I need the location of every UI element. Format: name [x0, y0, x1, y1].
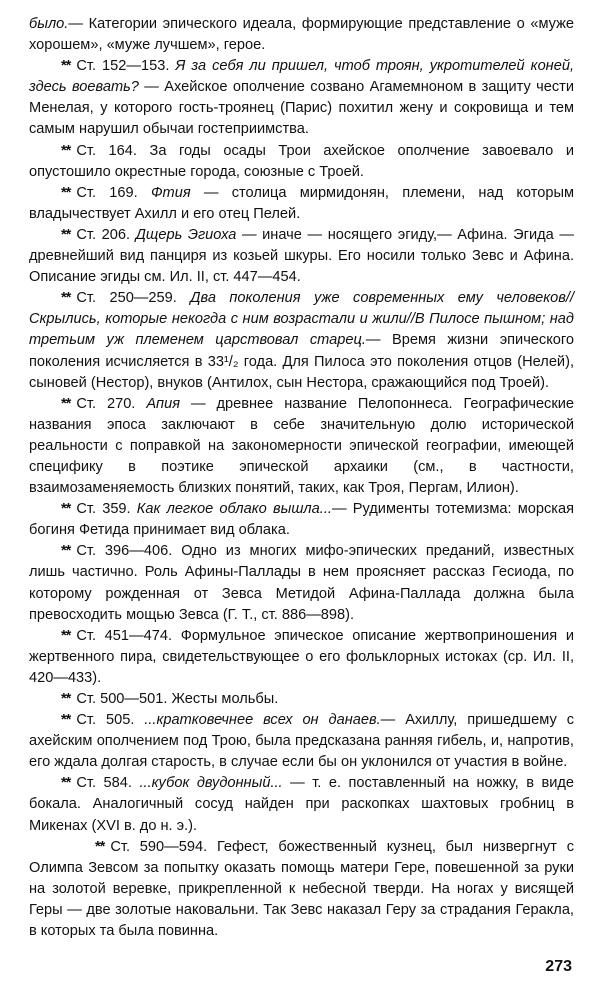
note-text: Жесты мольбы. — [171, 691, 279, 707]
note-text: — Рудименты тотемизма: морская богиня Фетида принимает вид облака. — [29, 501, 574, 539]
note-ref: Ст. 505. — [76, 712, 135, 729]
note-quote: Как легкое облако вышла... — [136, 501, 332, 518]
note-mark: ** — [61, 395, 71, 412]
note-text: Гефест, божественный кузнец, был низвергнут с Олимпа Зевсом за попытку оказать помощь матери Гере, повешенной за руки на золотой веревке, прикрепленной к небесной тверди. На ногах у висящей Геры — две золотые наковальни. Так Зевс наказал Геру за страдания Геракла, в которых та была повинна. — [29, 838, 574, 940]
note-ref: Ст. 359. — [76, 501, 131, 518]
note-ref: Ст. 270. — [76, 395, 136, 412]
note-mark: ** — [61, 142, 71, 159]
note-ref: Ст. 250—259. — [76, 290, 177, 307]
note-text: — Ахейское ополчение созвано Агамемноном в защиту чести Менелая, у которого гость-троянец (Парис) похитил жену и сокровища и тем самым нарушил обычаи гостеприимства. — [29, 79, 574, 138]
note-text: — Время жизни эпического поколения исчисляется в 33¹/₂ года. Для Пилоса это поколения отцов (Нелей), сыновей (Нестор), внуков (Антилох, сын Нестора, сражающийся под Троей). — [29, 332, 574, 391]
note-text: — т. е. поставленный на ножку, в виде бокала. Аналогичный сосуд найден при раскопках шахтовых гробниц в Микенах (XVI в. до н. э.). — [29, 775, 574, 834]
note-ref: Ст. 152—153. — [76, 58, 170, 75]
note-quote: Два поколения уже современных ему человеков// Скрылись, которые некогда с ним возрастали и жили//В Пилосе пышном; над третьим уж племенем царствовал старец. — [29, 290, 574, 349]
note-ref: Ст. 169. — [76, 184, 138, 201]
note-ref: Ст. 584. — [76, 775, 132, 792]
note-text: За годы осады Трои ахейское ополчение завоевало и опустошило окрестные города, союзные с Троей. — [29, 142, 574, 180]
note-152 — [29, 56, 574, 140]
note-mark: ** — [95, 838, 105, 855]
note-mark: ** — [61, 691, 71, 707]
note-590 — [29, 837, 574, 942]
note-206 — [29, 225, 574, 288]
note-text: — древнее название Пелопоннеса. Географические названия эпоса заключают в себе значительную долю исторической реальности с поправкой на закономерности эпической географии, имеющей специфику в поэтике эпической архаики (см., в частности, взаимозаменяемость близких понятий, таких, как Троя, Пергам, Илион). — [29, 395, 575, 497]
note-quote: Фтия — [150, 184, 191, 201]
note-quote: Я за себя ли пришел, чтоб троян, укротителей коней, здесь воевать? — [29, 58, 574, 96]
note-ref: Ст. 396—406. — [76, 543, 173, 560]
note-270 — [29, 394, 574, 499]
note-mark: ** — [61, 712, 71, 729]
note-359 — [29, 499, 574, 541]
note-396 — [29, 541, 574, 625]
intro-italic: было. — [29, 16, 69, 32]
note-quote: Дщерь Эгиоха — [135, 226, 237, 243]
note-ref: Ст. 164. — [76, 142, 137, 159]
note-ref: Ст. 500—501. — [76, 691, 168, 707]
note-mark: ** — [61, 501, 71, 518]
note-500 — [29, 689, 574, 710]
note-text: — иначе — носящего эгиду,— Афина. Эгида — древнейший вид панциря из козьей шкуры. Его носили только Зевс и Афина. Описание эгиды см. Ил. II, ст. 447—454. — [29, 226, 574, 286]
note-text: — столица мирмидонян, племени, над которым владычествует Ахилл и его отец Пелей. — [29, 184, 574, 222]
note-ref: Ст. 451—474. — [76, 627, 173, 644]
note-mark: ** — [61, 226, 71, 243]
note-ref: Ст. 206. — [76, 226, 131, 243]
note-584 — [29, 773, 574, 836]
note-451 — [29, 626, 574, 689]
note-text: — Ахиллу, пришедшему с ахейским ополчением под Трою, была предсказана ранняя гибель, и, напротив, его ждала долгая старость, в случае если бы он уклонился от участия в войне. — [29, 712, 574, 771]
note-text: Формульное эпическое описание жертвоприношения и жертвенного пира, свидетельствующее о его фольклорных истоках (ср. Ил. II, 420—433). — [29, 627, 575, 686]
intro-paragraph — [29, 14, 574, 56]
note-ref: Ст. 590—594. — [110, 838, 208, 855]
note-quote: Апия — [146, 395, 181, 412]
note-text: Одно из многих мифо-эпических преданий, известных лишь частично. Роль Афины-Паллады в нем проясняет рассказ Гесиода, по которому рожденная от Зевса Метидой Афина-Паллада должна была превосходить мощью Зевса (Г. Т., ст. 886—898). — [29, 543, 575, 623]
note-mark: ** — [61, 775, 71, 792]
note-mark: ** — [61, 627, 71, 644]
note-mark: ** — [61, 290, 71, 307]
note-250 — [29, 288, 574, 393]
page-number: 273 — [545, 958, 572, 975]
note-mark: ** — [61, 543, 71, 560]
note-505 — [29, 710, 574, 773]
note-mark: ** — [61, 184, 71, 201]
note-164 — [29, 141, 574, 183]
intro-text: — Категории эпического идеала, формирующие представление о «муже хорошем», «муже лучшем», герое. — [29, 16, 574, 54]
note-169 — [29, 183, 574, 225]
note-quote: ...кратковечнее всех он данаев. — [144, 712, 381, 729]
note-quote: ...кубок двудонный... — [139, 775, 283, 792]
note-mark: ** — [61, 58, 71, 75]
